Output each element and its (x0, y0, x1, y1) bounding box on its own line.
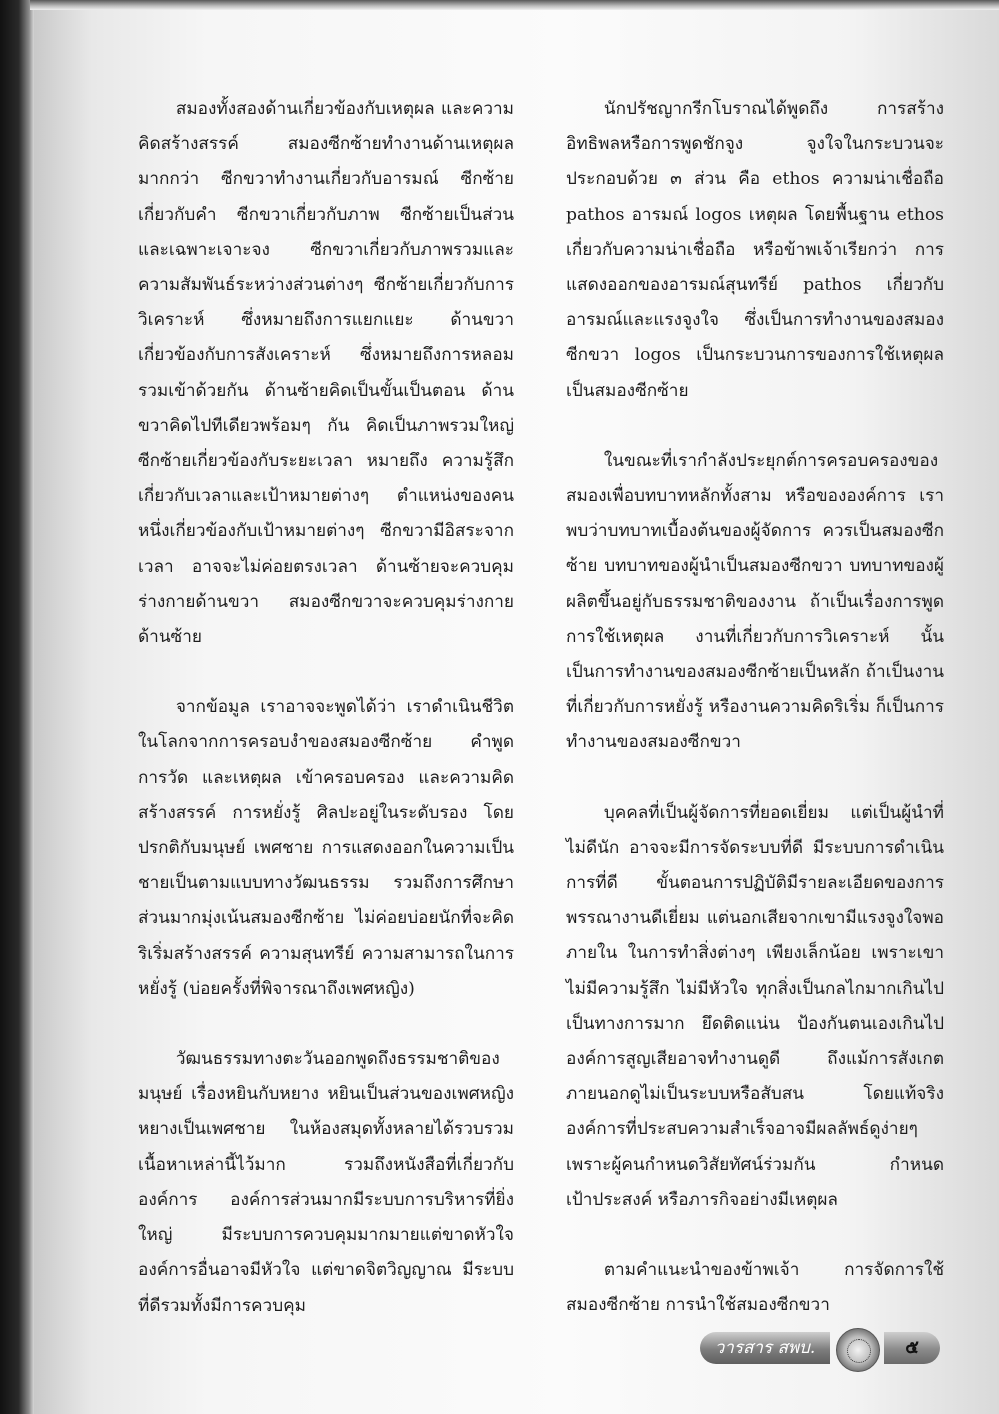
left-column (138, 92, 514, 1359)
paragraph: สมองทั้งสองด้านเกี่ยวข้องกับเหตุผล และความคิดสร้างสรรค์ สมองซีกซ้ายทำงานด้านเหตุผลมากกว่า ซีกขวาทำงานเกี่ยวกับอารมณ์ ซีกซ้ายเกี่ยวกับคำ ซีกขวาเกี่ยวกับภาพ ซีกซ้ายเป็นส่วนและเฉพาะเจาะจง ซีกขวาเกี่ยวกับภาพรวมและความสัมพันธ์ระหว่างส่วนต่างๆ ซีกซ้ายเกี่ยวกับการวิเคราะห์ ซึ่งหมายถึงการแยกแยะ ด้านขวาเกี่ยวข้องกับการสังเคราะห์ ซึ่งหมายถึงการหลอมรวมเข้าด้วยกัน ด้านซ้ายคิดเป็นขั้นเป็นตอน ด้านขวาคิดไปทีเดียวพร้อมๆ กัน คิดเป็นภาพรวมใหญ่ ซีกซ้ายเกี่ยวข้องกับระยะเวลา หมายถึง ความรู้สึกเกี่ยวกับเวลาและเป้าหมายต่างๆ ตำแหน่งของคนหนึ่งเกี่ยวข้องกับเป้าหมายต่างๆ ซีกขวามีอิสระจากเวลา อาจจะไม่ค่อยตรงเวลา ด้านซ้ายจะควบคุมร่างกายด้านขวา สมองซีกขวาจะควบคุมร่างกายด้านซ้าย (138, 99, 514, 648)
seal-logo-icon (836, 1328, 880, 1372)
journal-name: วารสาร สพบ. (700, 1332, 830, 1364)
page-top-edge (30, 0, 999, 10)
paragraph: วัฒนธรรมทางตะวันออกพูดถึงธรรมชาติของมนุษย์ เรื่องหยินกับหยาง หยินเป็นส่วนของเพศหญิง หยางเป็นเพศชาย ในห้องสมุดทั้งหลายได้รวบรวมเนื้อหาเหล่านี้ไว้มาก รวมถึงหนังสือที่เกี่ยวกับองค์การ องค์การส่วนมากมีระบบการบริหารที่ยิ่งใหญ่ มีระบบการควบคุมมากมายแต่ขาดหัวใจ องค์การอื่นอาจมีหัวใจ แต่ขาดจิตวิญญาณ มีระบบที่ดีรวมทั้งมีการควบคุม (138, 1049, 514, 1316)
paragraph: จากข้อมูล เราอาจจะพูดได้ว่า เราดำเนินชีวิตในโลกจากการครอบงำของสมองซีกซ้าย คำพูด การวัด และเหตุผล เข้าครอบครอง และความคิดสร้างสรรค์ การหยั่งรู้ ศิลปะอยู่ในระดับรอง โดยปรกติกับมนุษย์ เพศชาย การแสดงออกในความเป็นชายเป็นตามแบบทางวัฒนธรรม รวมถึงการศึกษาส่วนมากมุ่งเน้นสมองซีกซ้าย ไม่ค่อยบ่อยนักที่จะคิดริเริ่มสร้างสรรค์ ความสุนทรีย์ ความสามารถในการหยั่งรู้ (บ่อยครั้งที่พิจารณาถึงเพศหญิง) (138, 697, 514, 999)
paragraph: บุคคลที่เป็นผู้จัดการที่ยอดเยี่ยม แต่เป็นผู้นำที่ไม่ดีนัก อาจจะมีการจัดระบบที่ดี มีระบบการดำเนินการที่ดี ขั้นตอนการปฏิบัติมีรายละเอียดของการพรรณางานดีเยี่ยม แต่นอกเสียจากเขามีแรงจูงใจพอภายใน ในการทำสิ่งต่างๆ เพียงเล็กน้อย เพราะเขาไม่มีความรู้สึก ไม่มีหัวใจ ทุกสิ่งเป็นกลไกมากเกินไป เป็นทางการมาก ยึดติดแน่น ป้องกันตนเองเกินไป องค์การสูญเสียอาจทำงานดูดี ถึงแม้การสังเกตภายนอกดูไม่เป็นระบบหรือสับสน โดยแท้จริงองค์การที่ประสบความสำเร็จอาจมีผลลัพธ์ดูง่ายๆ เพราะผู้คนกำหนดวิสัยทัศน์ร่วมกัน กำหนดเป้าประสงค์ หรือภารกิจอย่างมีเหตุผล (566, 802, 944, 1210)
page-footer (700, 1328, 940, 1370)
paragraph: ตามคำแนะนำของข้าพเจ้า การจัดการใช้สมองซีกซ้าย การนำใช้สมองซีกขวา (566, 1260, 944, 1316)
page-number: ๕ (884, 1332, 940, 1364)
paragraph: นักปรัชญากรีกโบราณได้พูดถึง การสร้างอิทธิพลหรือการพูดชักจูง จูงใจในกระบวนจะประกอบด้วย ๓ ส่วน คือ ethos ความน่าเชื่อถือ pathos อารมณ์ logos เหตุผล โดยพื้นฐาน ethos เกี่ยวกับความน่าเชื่อถือ หรือข้าพเจ้าเรียกว่า การแสดงออกของอารมณ์สุนทรีย์ pathos เกี่ยวกับอารมณ์และแรงจูงใจ ซึ่งเป็นการทำงานของสมองซีกขวา logos เป็นกระบวนการของการใช้เหตุผล เป็นสมองซีกซ้าย (566, 99, 944, 401)
right-column (566, 92, 944, 1359)
paragraph: ในขณะที่เรากำลังประยุกต์การครอบครองของสมองเพื่อบทบาทหลักทั้งสาม หรือขององค์การ เราพบว่าบทบาทเบื้องต้นของผู้จัดการ ควรเป็นสมองซีกซ้าย บทบาทของผู้นำเป็นสมองซีกขวา บทบาทของผู้ผลิตขึ้นอยู่กับธรรมชาติของงาน ถ้าเป็นเรื่องการพูด การใช้เหตุผล งานที่เกี่ยวกับการวิเคราะห์ นั้นเป็นการทำงานของสมองซีกซ้ายเป็นหลัก ถ้าเป็นงานที่เกี่ยวกับการหยั่งรู้ หรืองานความคิดริเริ่ม ก็เป็นการทำงานของสมองซีกขวา (566, 450, 944, 753)
book-binding (0, 0, 34, 1414)
